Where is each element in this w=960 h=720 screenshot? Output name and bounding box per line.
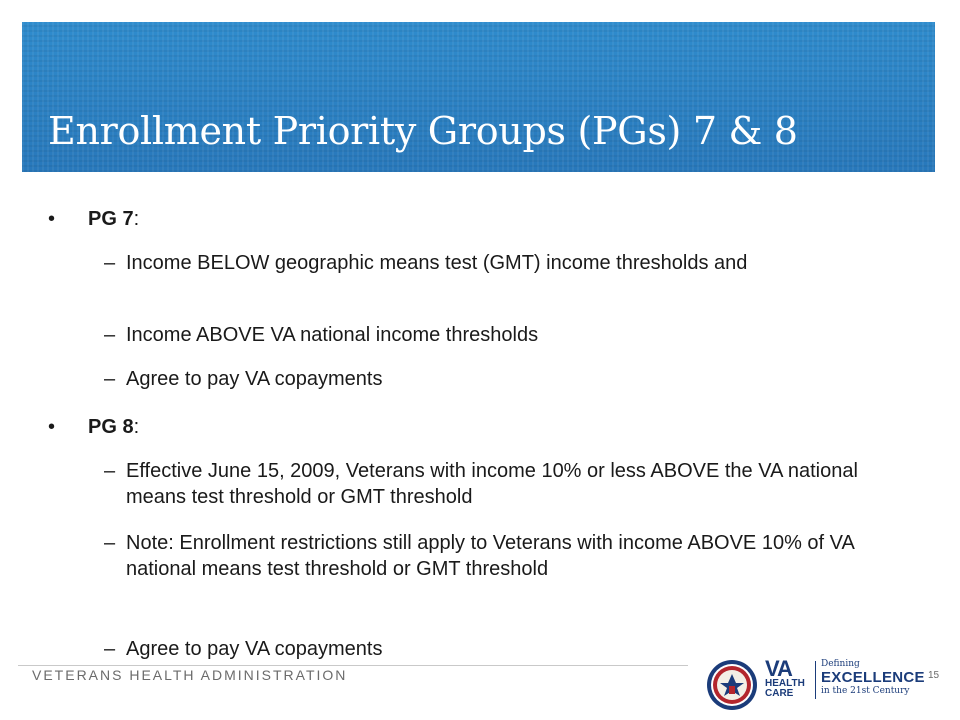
tagline-century: in the 21st Century xyxy=(821,686,910,696)
bullet-suffix: : xyxy=(133,416,140,438)
logo-care: CARE xyxy=(765,688,794,699)
footer-organization: VETERANS HEALTH ADMINISTRATION xyxy=(32,667,348,683)
dash-marker: – xyxy=(104,638,116,660)
logo-va: VA xyxy=(765,656,792,681)
bullet-suffix: : xyxy=(133,208,140,230)
dash-marker: – xyxy=(104,460,116,482)
va-mark xyxy=(765,656,815,699)
va-health-care-logo xyxy=(765,656,925,701)
bullet-text xyxy=(88,206,139,232)
bullet-label: PG 7 xyxy=(88,208,134,230)
sub-item-text: Agree to pay VA copayments xyxy=(126,638,383,660)
dash-marker: – xyxy=(104,368,116,390)
dash-marker: – xyxy=(104,532,116,554)
sub-item-text: Income BELOW geographic means test (GMT) income thresholds and xyxy=(126,252,748,274)
dash-marker: – xyxy=(104,324,116,346)
bullet-text xyxy=(88,414,139,440)
logo-health: HEALTH xyxy=(765,678,805,689)
bullet-dot: • xyxy=(48,416,56,438)
bullet-dot: • xyxy=(48,208,56,230)
sub-item-text: Income ABOVE VA national income thresholds xyxy=(126,324,539,346)
logo-tagline xyxy=(821,659,925,697)
sub-item-text: Effective June 15, 2009, Veterans with income 10% or less ABOVE the VA national means test threshold or GMT threshold xyxy=(126,460,858,508)
dash-marker: – xyxy=(104,252,116,274)
bullet-label: PG 8 xyxy=(88,416,134,438)
va-seal-icon xyxy=(706,659,758,711)
logo-divider xyxy=(815,661,816,699)
sub-item-text: Agree to pay VA copayments xyxy=(126,368,383,390)
slide-title: Enrollment Priority Groups (PGs) 7 & 8 xyxy=(48,109,798,153)
tagline-excellence: EXCELLENCE xyxy=(821,669,925,686)
sub-item-text: Note: Enrollment restrictions still apply to Veterans with income ABOVE 10% of VA national means test threshold or GMT threshold xyxy=(126,532,854,580)
slide-number: 15 xyxy=(928,670,940,681)
footer-divider xyxy=(18,665,688,666)
tagline-defining: Defining xyxy=(821,659,860,669)
